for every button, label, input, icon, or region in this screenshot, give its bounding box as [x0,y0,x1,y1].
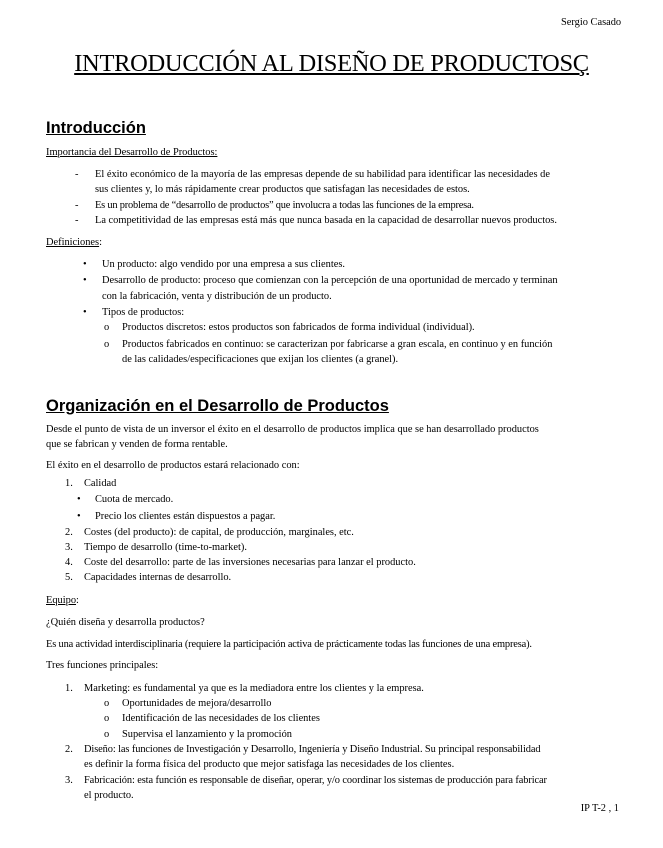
list-item: Identificación de las necesidades de los clientes [122,713,320,724]
list-item: Productos fabricados en continuo: se caracterizan por fabricarse a gran escala, en continuo y en función [122,339,553,350]
list-item: Cuota de mercado. [95,494,174,505]
paragraph-line: Desde el punto de vista de un inversor el éxito en el desarrollo de productos implica que se han desarrollado productos [46,424,539,435]
list-number: 4. [65,557,73,568]
paragraph-line: Es un problema de “desarrollo de productos” que involucra a todas las funciones de la empresa. [95,200,474,211]
list-item: Calidad [84,478,117,489]
bullet-marker: • [77,511,81,522]
list-number: 3. [65,775,73,786]
paragraph-line: ¿Quién diseña y desarrolla productos? [46,617,205,628]
circle-marker: o [104,322,110,333]
list-item: de las calidades/especificaciones que exijan los clientes (a granel). [122,354,399,365]
list-item: Diseño: las funciones de Investigación y Desarrollo, Ingeniería y Diseño Industrial. Su principal responsabilidad [84,744,541,755]
list-item: Productos discretos: estos productos son fabricados de forma individual (individual). [122,322,475,333]
list-item: Tiempo de desarrollo (time-to-market). [84,542,247,553]
list-item: Un producto: algo vendido por una empresa a sus clientes. [102,259,345,270]
circle-marker: o [104,339,110,350]
list-number: 5. [65,572,73,583]
section-heading-organizacion: Organización en el Desarrollo de Productos [46,397,389,415]
paragraph-line: La competitividad de las empresas está más que nunca basada en la capacidad de desarrollar nuevos productos. [95,215,557,226]
list-number: 3. [65,542,73,553]
author-name: Sergio Casado [561,17,622,28]
list-item: el producto. [84,790,134,801]
subheading-definiciones [46,235,102,250]
list-number: 1. [65,478,73,489]
list-item: Marketing: es fundamental ya que es la mediadora entre los clientes y la empresa. [84,683,424,694]
paragraph-line: El éxito económico de la mayoría de las empresas depende de su habilidad para identificar las necesidades de [95,169,550,180]
page-title: INTRODUCCIÓN AL DISEÑO DE PRODUCTOSÇ [74,50,589,77]
circle-marker: o [104,713,110,724]
paragraph-line: que se fabrican y venden de forma rentable. [46,439,228,450]
list-item: Costes (del producto): de capital, de producción, marginales, etc. [84,527,354,538]
subheading-importancia: Importancia del Desarrollo de Productos: [46,147,218,158]
equipo-label: Equipo [46,595,77,606]
list-number: 2. [65,527,73,538]
dash-marker: - [75,169,79,180]
circle-marker: o [104,698,110,709]
paragraph-line: El éxito en el desarrollo de productos estará relacionado con: [46,460,300,471]
list-number: 1. [65,683,73,694]
paragraph-line: Tres funciones principales: [46,660,159,671]
list-item: Tipos de productos: [102,307,185,318]
list-item: Oportunidades de mejora/desarrollo [122,698,272,709]
colon: : [76,595,79,606]
list-item: Supervisa el lanzamiento y la promoción [122,729,292,740]
list-number: 2. [65,744,73,755]
definiciones-label: Definiciones [46,237,100,248]
bullet-marker: • [77,494,81,505]
page-number: IP T-2 , 1 [580,803,619,814]
list-item: Coste del desarrollo: parte de las inversiones necesarias para lanzar el producto. [84,557,416,568]
list-item: es definir la forma física del producto que mejor satisfaga las necesidades de los clientes. [84,759,455,770]
subheading-equipo [46,593,79,608]
list-item: con la fabricación, venta y distribución de un producto. [102,291,332,302]
paragraph-line: Es una actividad interdisciplinaria (requiere la participación activa de prácticamente todas las funciones de una empresa). [46,639,532,650]
list-item: Fabricación: esta función es responsable de diseñar, operar, y/o coordinar los sistemas de producción para fabricar [84,775,547,786]
circle-marker: o [104,729,110,740]
list-item: Desarrollo de producto: proceso que comienzan con la percepción de una oportunidad de mercado y terminan [102,275,558,286]
bullet-marker: • [83,275,87,286]
list-item: Precio los clientes están dispuestos a pagar. [95,511,276,522]
paragraph-line: sus clientes y, lo más rápidamente crear productos que satisfagan las necesidades de estos. [95,184,470,195]
section-heading-introduccion: Introducción [46,119,146,137]
list-item: Capacidades internas de desarrollo. [84,572,232,583]
dash-marker: - [75,215,79,226]
bullet-marker: • [83,307,87,318]
dash-marker: - [75,200,79,211]
colon: : [99,237,102,248]
bullet-marker: • [83,259,87,270]
